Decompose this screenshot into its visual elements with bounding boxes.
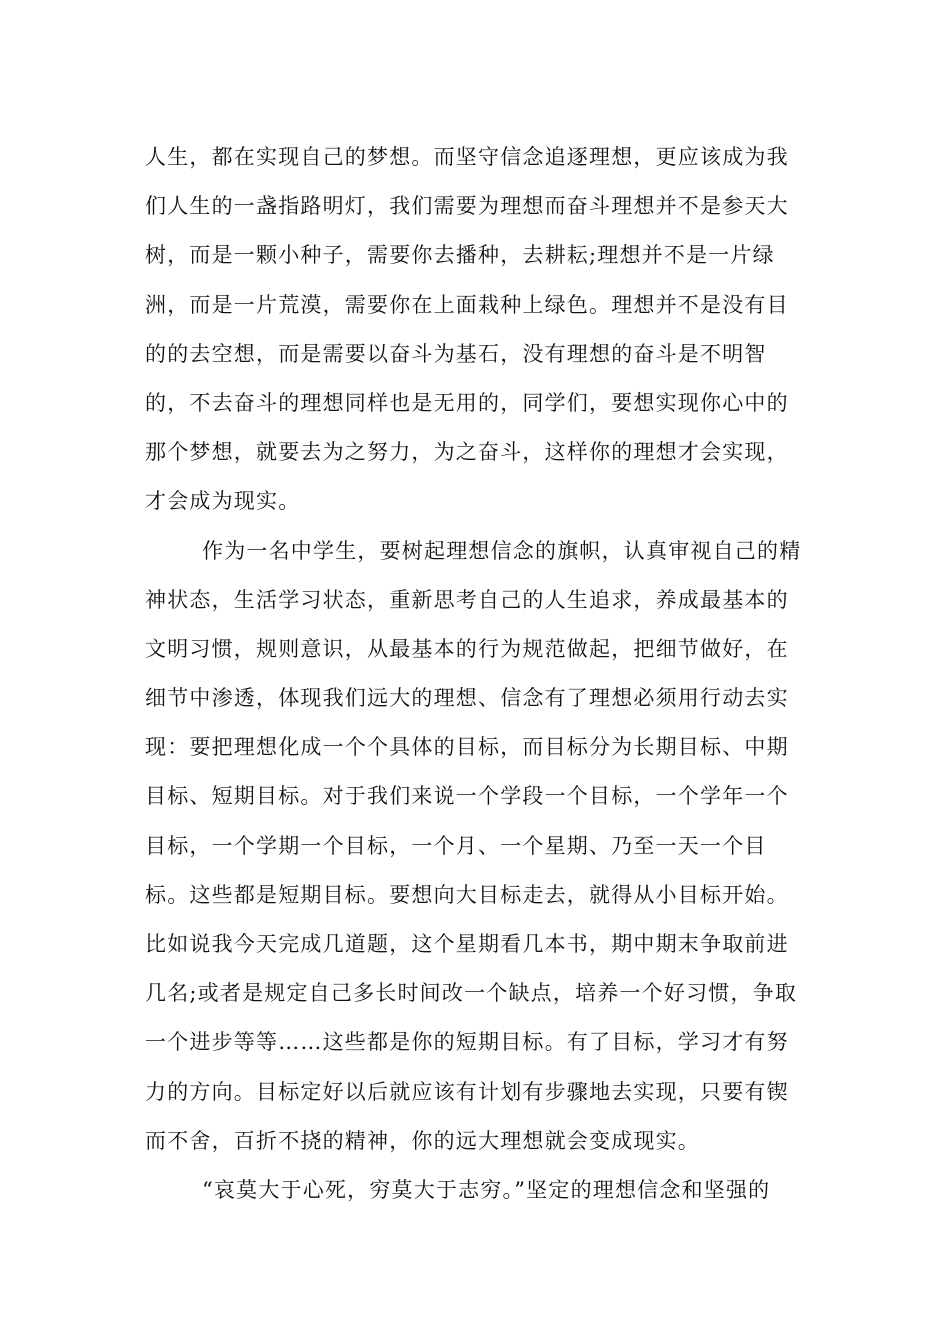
text-line: 才会成为现实。 bbox=[145, 489, 301, 514]
text-line: 几名;或者是规定自己多长时间改一个缺点，培养一个好习惯，争取 bbox=[145, 981, 798, 1006]
text-line: 们人生的一盏指路明灯，我们需要为理想而奋斗理想并不是参天大 bbox=[145, 194, 789, 219]
text-line: 洲，而是一片荒漠，需要你在上面栽种上绿色。理想并不是没有目 bbox=[145, 292, 789, 317]
text-line: 的的去空想，而是需要以奋斗为基石，没有理想的奋斗是不明智 bbox=[145, 341, 767, 366]
text-line: 那个梦想，就要去为之努力，为之奋斗，这样你的理想才会实现， bbox=[145, 440, 789, 465]
paragraph-1 bbox=[145, 133, 810, 527]
text-line: “哀莫大于心死，穷莫大于志穷。”坚定的理想信念和坚强的 bbox=[202, 1177, 771, 1202]
text-line: 细节中渗透，体现我们远大的理想、信念有了理想必须用行动去实 bbox=[145, 686, 789, 711]
text-line: 标。这些都是短期目标。要想向大目标走去，就得从小目标开始。 bbox=[145, 882, 789, 907]
text-line: 目标，一个学期一个目标，一个月、一个星期、乃至一天一个目 bbox=[145, 833, 767, 858]
text-line: 现：要把理想化成一个个具体的目标，而目标分为长期目标、中期 bbox=[145, 735, 789, 760]
text-line: 文明习惯，规则意识，从最基本的行为规范做起，把细节做好，在 bbox=[145, 636, 789, 661]
text-line: 作为一名中学生，要树起理想信念的旗帜，认真审视自己的精 bbox=[202, 538, 802, 563]
text-line: 树，而是一颗小种子，需要你去播种，去耕耘;理想并不是一片绿 bbox=[145, 243, 775, 268]
text-line: 而不舍，百折不挠的精神，你的远大理想就会变成现实。 bbox=[145, 1128, 700, 1153]
text-line: 人生，都在实现自己的梦想。而坚守信念追逐理想，更应该成为我 bbox=[145, 145, 789, 169]
document-page bbox=[145, 133, 810, 1215]
text-line: 神状态，生活学习状态，重新思考自己的人生追求，养成最基本的 bbox=[145, 587, 789, 612]
text-line: 目标、短期目标。对于我们来说一个学段一个目标，一个学年一个 bbox=[145, 784, 789, 809]
paragraph-2 bbox=[145, 527, 810, 1166]
paragraph-3 bbox=[145, 1166, 810, 1215]
text-line: 一个进步等等……这些都是你的短期目标。有了目标，学习才有努 bbox=[145, 1030, 789, 1055]
text-line: 的，不去奋斗的理想同样也是无用的，同学们，要想实现你心中的 bbox=[145, 390, 789, 415]
text-line: 力的方向。目标定好以后就应该有计划有步骤地去实现，只要有锲 bbox=[145, 1079, 789, 1104]
text-line: 比如说我今天完成几道题，这个星期看几本书，期中期末争取前进 bbox=[145, 932, 789, 956]
